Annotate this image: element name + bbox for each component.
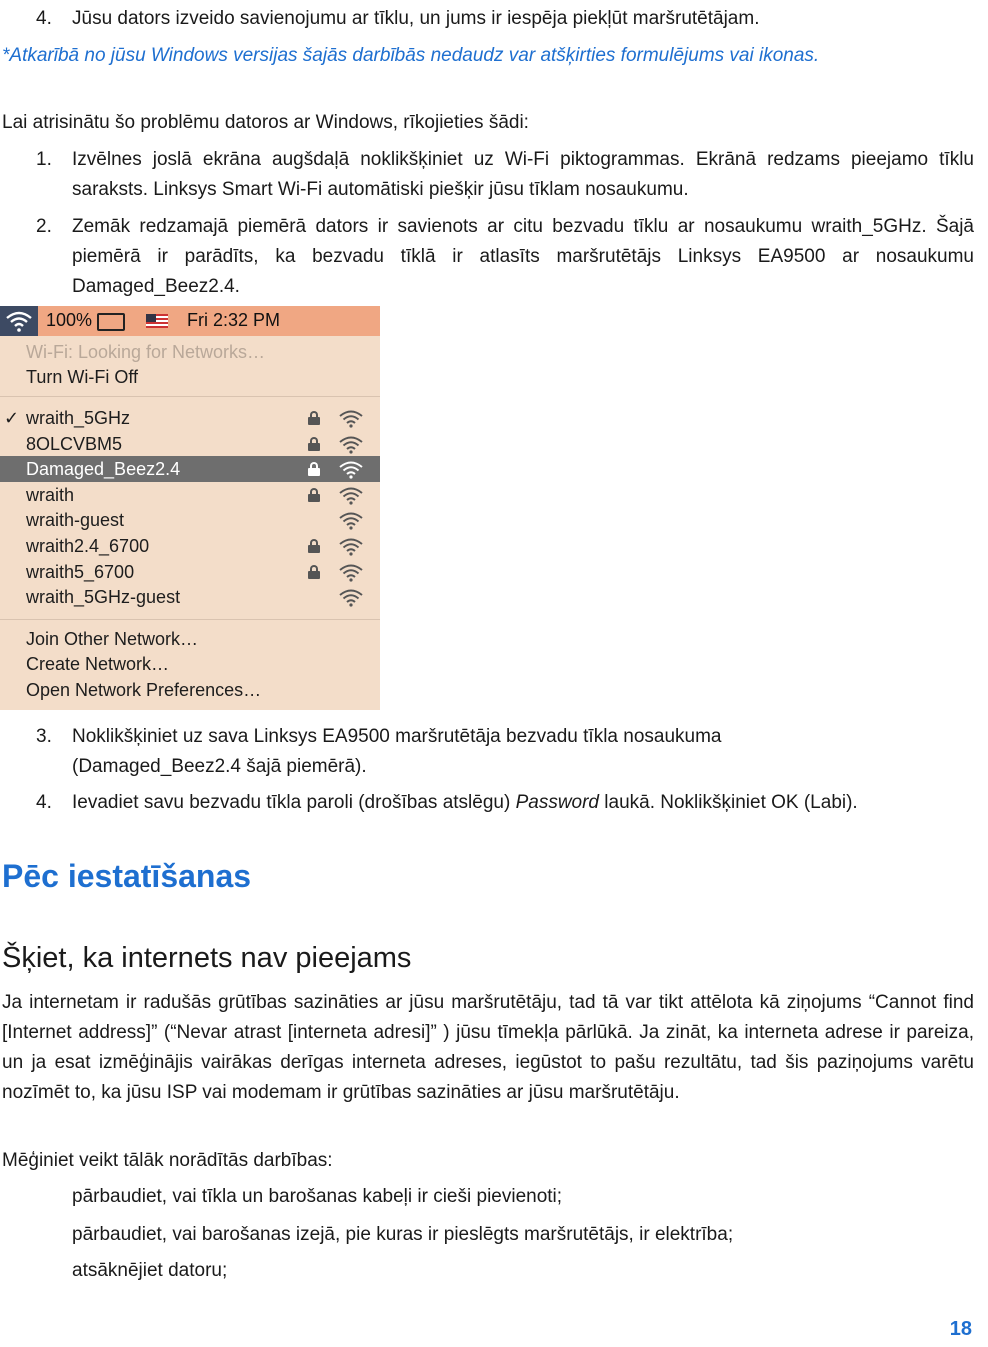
step-text: Noklikšķiniet uz sava Linksys EA9500 maršrutētāja bezvadu tīkla nosaukuma (Damaged_Beez2.4 šajā piemērā). bbox=[72, 726, 722, 777]
step-text: Jūsu dators izveido savienojumu ar tīklu, un jums ir iespēja piekļūt maršrutētājam. bbox=[72, 8, 760, 29]
checkmark-icon: ✓ bbox=[4, 408, 20, 428]
network-name: wraith_5GHz bbox=[26, 408, 131, 428]
list-item: pārbaudiet, vai tīkla un barošanas kabeļi ir cieši pievienoti; bbox=[72, 1186, 563, 1207]
lock-icon bbox=[308, 539, 320, 553]
intro-paragraph: Lai atrisinātu šo problēmu datoros ar Windows, rīkojieties šādi: bbox=[2, 112, 529, 133]
mac-menu-bar bbox=[0, 306, 380, 336]
turn-wifi-off-item[interactable]: Turn Wi-Fi Off bbox=[26, 367, 138, 387]
wifi-signal-icon bbox=[338, 459, 364, 479]
list-item: pārbaudiet, vai barošanas izejā, pie kuras ir pieslēgts maršrutētājs, ir elektrība; bbox=[72, 1224, 734, 1245]
wifi-icon bbox=[0, 306, 38, 336]
step-number: 2. bbox=[36, 216, 52, 237]
network-name: wraith-guest bbox=[26, 510, 125, 531]
password-field-name: Password bbox=[515, 792, 599, 813]
list-item: atsāknējiet datoru; bbox=[72, 1260, 228, 1281]
wifi-signal-icon bbox=[338, 408, 364, 428]
step-number: 3. bbox=[36, 726, 52, 747]
menu-separator bbox=[0, 396, 380, 397]
step-number: 4. bbox=[36, 8, 52, 29]
network-item[interactable] bbox=[0, 559, 380, 585]
network-name: wraith bbox=[26, 484, 75, 505]
wifi-signal-icon bbox=[338, 562, 364, 582]
open-network-preferences-item[interactable]: Open Network Preferences… bbox=[26, 680, 262, 700]
network-item[interactable] bbox=[0, 507, 380, 533]
network-item[interactable] bbox=[0, 431, 380, 457]
menu-separator bbox=[0, 619, 380, 620]
step-number: 4. bbox=[36, 792, 52, 813]
windows-version-note: *Atkarībā no jūsu Windows versijas šajās darbībās nedaudz var atšķirties formulējums vai ikonas. bbox=[2, 45, 820, 66]
wifi-signal-icon bbox=[338, 587, 364, 607]
wifi-signal-icon bbox=[338, 485, 364, 505]
menu-clock: Fri 2:32 PM bbox=[187, 310, 281, 330]
section-title: Pēc iestatīšanas bbox=[2, 858, 252, 894]
input-source-flag-icon bbox=[146, 314, 168, 328]
create-network-item[interactable]: Create Network… bbox=[26, 654, 170, 674]
battery-percent: 100% bbox=[46, 310, 93, 330]
lock-icon bbox=[308, 565, 320, 579]
subsection-title: Šķiet, ka internets nav pieejams bbox=[2, 942, 412, 974]
lock-icon bbox=[308, 411, 320, 425]
network-name: wraith2.4_6700 bbox=[26, 536, 150, 556]
lock-icon bbox=[308, 462, 320, 476]
network-item[interactable] bbox=[0, 456, 380, 482]
step-text: Zemāk redzamajā piemērā dators ir savienots ar citu bezvadu tīklu ar nosaukumu wraith_5GHz. Šajā piemērā ir parādīts, ka bezvadu tīklā ir atlasīts maršrutētājs Linksys EA9500 ar nosaukumu Damaged_Beez2.4. bbox=[72, 216, 974, 297]
wifi-signal-icon bbox=[338, 536, 364, 556]
network-item[interactable] bbox=[0, 405, 380, 431]
body-paragraph: Ja internetam ir radušās grūtības sazināties ar jūsu maršrutētāju, tad tā var tikt attēlota kā ziņojums “Cannot find [Internet address]” (“Nevar atrast [interneta adresi]” ) jūsu tīmekļa pārlūkā. Ja zināt, ka interneta adrese ir pareiza, un ja esat izmēģinājis vairākas derīgas interneta adreses, iegūstot to pašu rezultātu, tad šis paziņojums varētu nozīmēt to, ka jūsu ISP vai modemam ir grūtības sazināties ar jūsu maršrutētāju. bbox=[2, 992, 974, 1103]
wifi-signal-icon bbox=[338, 434, 364, 454]
battery-icon bbox=[97, 313, 125, 331]
join-other-network-item[interactable]: Join Other Network… bbox=[26, 629, 199, 649]
network-name: 8OLCVBM5 bbox=[26, 433, 123, 454]
network-item[interactable] bbox=[0, 482, 380, 508]
lock-icon bbox=[308, 488, 320, 502]
wifi-status: Wi-Fi: Looking for Networks… bbox=[26, 342, 266, 362]
wifi-signal-icon bbox=[338, 510, 364, 530]
step-text: Ievadiet savu bezvadu tīkla paroli (drošības atslēgu) Password laukā. Noklikšķiniet OK (Labi). bbox=[72, 792, 858, 813]
network-item[interactable] bbox=[0, 533, 380, 559]
step-text: Izvēlnes joslā ekrāna augšdaļā noklikšķiniet uz Wi-Fi piktogrammas. Ekrānā redzams pieejamo tīklu saraksts. Linksys Smart Wi-Fi automātiski piešķir jūsu tīklam nosaukumu. bbox=[72, 149, 974, 200]
page-number: 18 bbox=[949, 1318, 972, 1340]
network-name: wraith5_6700 bbox=[26, 561, 135, 582]
step-number: 1. bbox=[36, 149, 52, 170]
wifi-menu-screenshot bbox=[0, 306, 380, 710]
network-name: wraith_5GHz-guest bbox=[26, 587, 181, 608]
body-paragraph: Mēģiniet veikt tālāk norādītās darbības: bbox=[2, 1150, 333, 1171]
lock-icon bbox=[308, 437, 320, 451]
network-name: Damaged_Beez2.4 bbox=[26, 459, 181, 480]
network-item[interactable] bbox=[0, 584, 380, 610]
